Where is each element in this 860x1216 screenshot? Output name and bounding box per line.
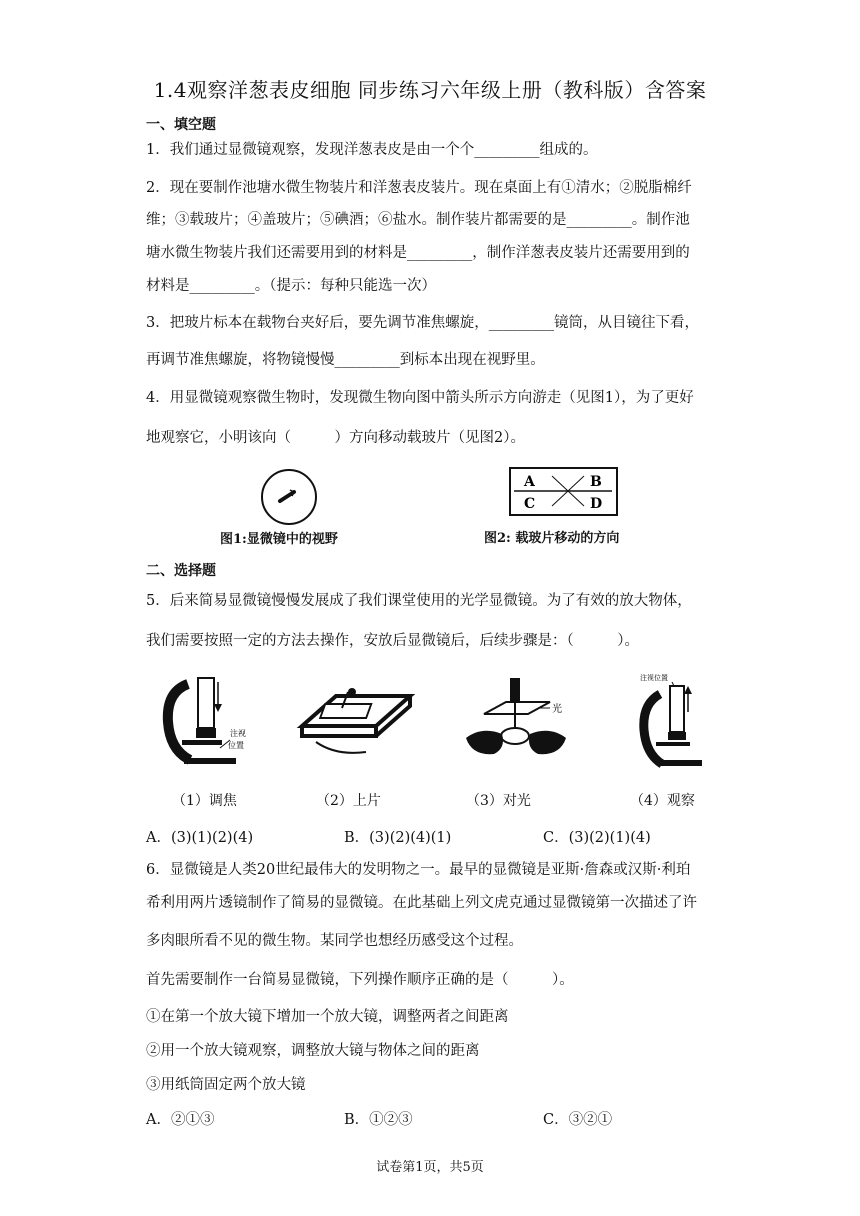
figure-2-label-a: A (524, 474, 535, 490)
q6-option-a: A．②①③ (146, 1112, 215, 1128)
figure-1-field-of-view (258, 468, 328, 526)
step-2-label: （2）上片 (316, 793, 381, 809)
figure-2-slide-directions (508, 466, 620, 518)
question-2-line-2: 维；③载玻片；④盖玻片；⑤碘酒；⑥盐水。制作装片都需要的是_________。制作池 (146, 212, 690, 228)
figure-2-caption: 图2: 载玻片移动的方向 (484, 531, 620, 546)
step-4-label: （4）观察 (630, 793, 695, 809)
step-1-note-2: 位置 (228, 741, 244, 750)
step-1-focus-illustration (160, 672, 270, 772)
question-1: 1．我们通过显微镜观察，发现洋葱表皮是由一个个_________组成的。 (146, 142, 598, 158)
page-title: 1.4观察洋葱表皮细胞 同步练习六年级上册（教科版）含答案 (153, 78, 707, 102)
q6-option-b: B．①②③ (344, 1112, 413, 1128)
figure-1-caption: 图1:显微镜中的视野 (220, 532, 338, 547)
question-4-line-1: 4．用显微镜观察微生物时，发现微生物向图中箭头所示方向游走（见图1），为了更好 (146, 390, 694, 406)
question-6-line-1: 6．显微镜是人类20世纪最伟大的发明物之一。最早的显微镜是亚斯·詹森或汉斯·利珀 (146, 862, 691, 878)
question-6-step-2: ②用一个放大镜观察，调整放大镜与物体之间的距离 (146, 1043, 480, 1059)
question-4-line-2: 地观察它，小明该向（ ）方向移动载玻片（见图2）。 (146, 430, 525, 446)
question-3-line-2: 再调节准焦螺旋，将物镜慢慢_________到标本出现在视野里。 (146, 352, 545, 368)
step-3-label: （3）对光 (466, 793, 531, 809)
q6-option-c: C．③②① (543, 1112, 613, 1128)
step-4-note: 注视位置 (640, 674, 668, 682)
question-6-line-3: 多肉眼所看不见的微生物。某同学也想经历感受这个过程。 (146, 933, 523, 949)
question-5-line-2: 我们需要按照一定的方法去操作，安放后显微镜后，后续步骤是：（ ）。 (146, 633, 639, 649)
step-3-light-illustration (462, 674, 582, 760)
figure-2-label-c: C (524, 496, 536, 512)
question-6-step-1: ①在第一个放大镜下增加一个放大镜，调整两者之间距离 (146, 1009, 509, 1025)
section-multiple-choice: 二、选择题 (146, 563, 216, 579)
q5-option-a: A．(3)(1)(2)(4) (146, 830, 254, 846)
question-6-line-4: 首先需要制作一台简易显微镜，下列操作顺序正确的是（ ）。 (146, 972, 574, 988)
question-2-line-1: 2．现在要制作池塘水微生物装片和洋葱表皮装片。现在桌面上有①清水；②脱脂棉纤 (146, 180, 692, 196)
figure-2-label-b: B (590, 474, 602, 490)
question-6-line-2: 希利用两片透镜制作了简易的显微镜。在此基础上列文虎克通过显微镜第一次描述了许 (146, 895, 697, 911)
section-fill-blank: 一、填空题 (146, 117, 216, 133)
page-footer: 试卷第1页，共5页 (376, 1160, 484, 1175)
question-2-line-3: 塘水微生物装片我们还需要用到的材料是_________，制作洋葱表皮装片还需要用到的 (146, 245, 690, 261)
question-6-step-3: ③用纸筒固定两个放大镜 (146, 1077, 306, 1093)
question-3-line-1: 3．把玻片标本在载物台夹好后，要先调节准焦螺旋，_________镜筒，从目镜往下看， (146, 315, 699, 331)
step-2-slide-illustration (296, 680, 416, 760)
step-1-note: 注视 (230, 729, 246, 738)
figure-2-label-d: D (590, 496, 603, 512)
question-2-line-4: 材料是_________。（提示：每种只能选一次） (146, 278, 436, 294)
question-5-line-1: 5．后来简易显微镜慢慢发展成了我们课堂使用的光学显微镜。为了有效的放大物体， (146, 593, 692, 609)
q5-option-c: C．(3)(2)(1)(4) (543, 830, 651, 846)
step-1-label: （1）调焦 (172, 793, 237, 809)
step-3-note: 光 (552, 704, 562, 715)
step-4-observe-illustration (636, 670, 710, 770)
q5-option-b: B．(3)(2)(4)(1) (344, 830, 452, 846)
